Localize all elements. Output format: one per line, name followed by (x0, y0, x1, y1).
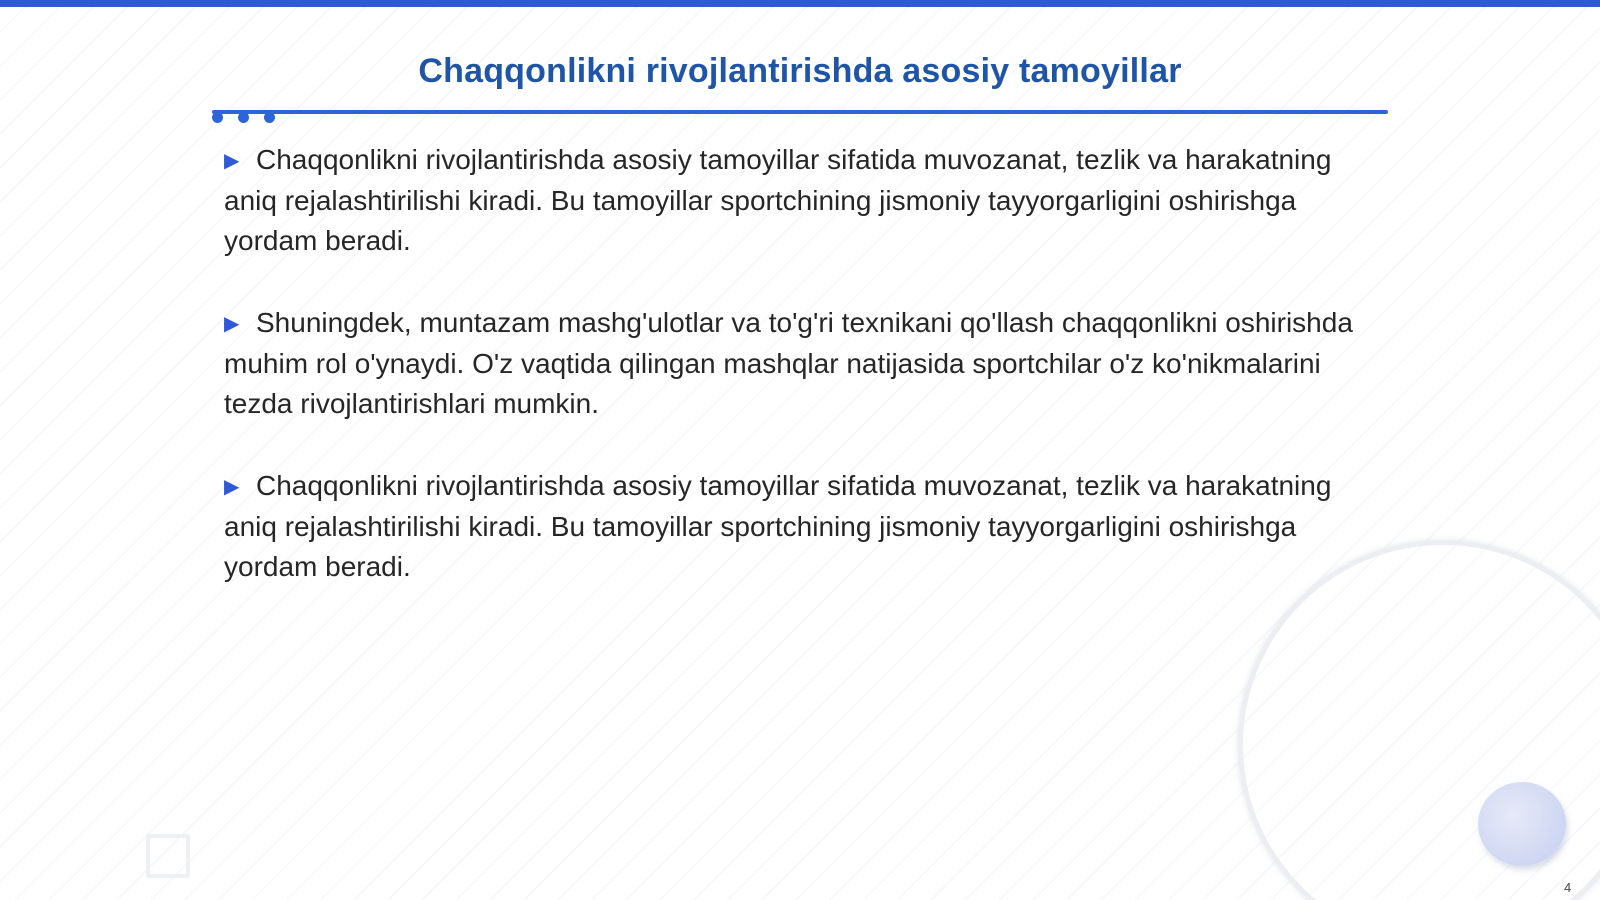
bullet-text: Chaqqonlikni rivojlantirishda asosiy tamoyillar sifatida muvozanat, tezlik va harakatning aniq rejalashtirilishi kiradi. Bu tamoyillar sportchining jismoniy tayyorgarligini oshirishga yordam beradi. (224, 470, 1332, 582)
triangle-bullet-icon: ▶ (224, 313, 240, 335)
bullet-text: Chaqqonlikni rivojlantirishda asosiy tamoyillar sifatida muvozanat, tezlik va harakatning aniq rejalashtirilishi kiradi. Bu tamoyillar sportchining jismoniy tayyorgarligini oshirishga yordam beradi. (224, 144, 1332, 256)
underline-dot (212, 112, 223, 123)
bullet-text: Shuningdek, muntazam mashg'ulotlar va to'g'ri texnikani qo'llash chaqqonlikni oshirishda muhim rol o'ynaydi. O'z vaqtida qilingan mashqlar natijasida sportchilar o'z ko'nikmalarini tezda rivojlantirishlari mumkin. (224, 307, 1353, 419)
bullet-item (224, 140, 1354, 261)
underline-dot (264, 112, 275, 123)
bullet-item (224, 466, 1354, 587)
triangle-bullet-icon: ▶ (224, 150, 240, 172)
title-underline (212, 110, 1388, 114)
top-accent-bar (0, 0, 1600, 7)
underline-dot (238, 112, 249, 123)
decorative-square (146, 834, 190, 878)
slide-title: Chaqqonlikni rivojlantirishda asosiy tamoyillar (418, 52, 1182, 90)
decorative-circle (1478, 782, 1566, 866)
bullet-item (224, 303, 1354, 424)
page-number: 4 (1564, 880, 1572, 895)
bullet-list (224, 140, 1354, 629)
triangle-bullet-icon: ▶ (224, 476, 240, 498)
